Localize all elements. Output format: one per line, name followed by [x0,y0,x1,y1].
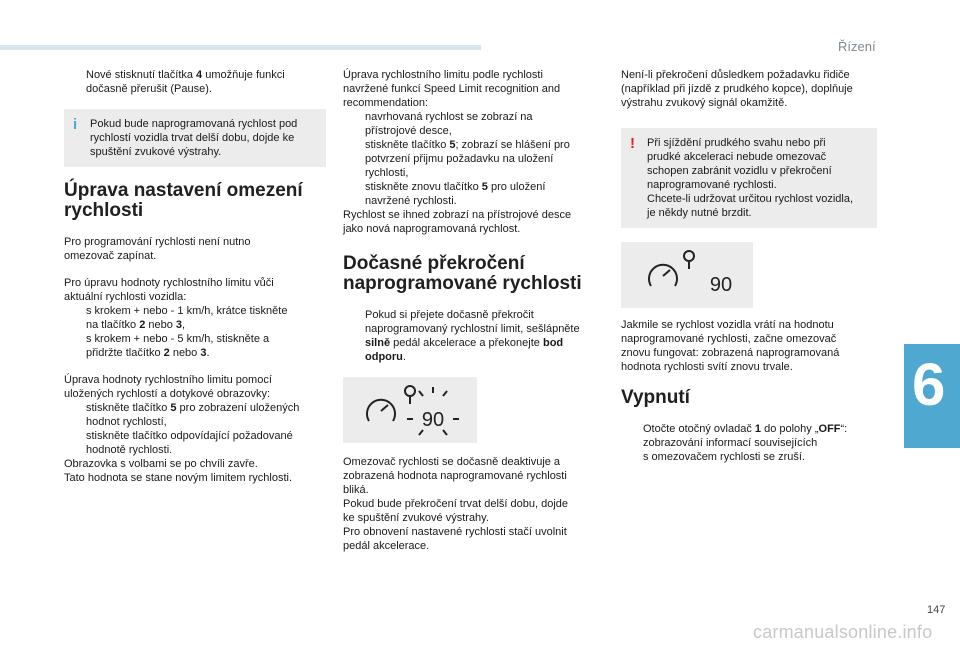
bullet-item: stiskněte znovu tlačítko 5 pro uložení navržené rychlosti. [365,181,546,207]
page-number: 147 [927,604,946,616]
speed-limiter-steady-illustration [621,242,753,308]
section-heading: Dočasné překročení naprogramované rychlosti [343,253,582,294]
speed-value: 90 [421,409,445,431]
bullet-item: Pokud si přejete dočasně překročit naprogramovaný rychlostní limit, sešlápněte silně pedál akcelerace a překonejte bod odporu. [365,309,580,363]
bullet-item: Nové stisknutí tlačítka 4 umožňuje funkci dočasně přerušit (Pause). [86,69,285,95]
header-bar [0,45,481,50]
paragraph: Úprava hodnoty rychlostního limitu pomocí uložených rychlostí a dotykové obrazovky: stiskněte tlačítko 5 pro zobrazení uložených hodnot rychlostí, stiskněte tlačítko odpovídající požadované hodnotě rychlosti. Obrazovka s volbami se po chvíli zavře. Tato hodnota se stane novým limitem rychlosti. [64,373,326,485]
paragraph: Pro programování rychlosti není nutno omezovač zapínat. [64,236,251,262]
speed-value: 90 [709,274,733,296]
info-box: i Pokud bude naprogramovaná rychlost pod rychlostí vozidla trvat delší dobu, dojde ke spuštění zvukové výstrahy. [64,109,326,167]
paragraph: Pro úpravu hodnoty rychlostního limitu vůči aktuální rychlosti vozidla: s krokem + nebo - 1 km/h, krátce tiskněte na tlačítko 2 nebo 3, s krokem + nebo - 5 km/h, stiskněte a přidržte tlačítko 2 nebo 3. [64,276,326,360]
chapter-number: 6 [912,351,946,418]
info-icon: i [73,116,78,133]
watermark: carmanualsonline.info [753,622,933,642]
column-2 [343,68,601,566]
bullet-item: s krokem + nebo - 1 km/h, krátce tiskněte na tlačítko 2 nebo 3, [86,305,288,331]
bullet-item: s krokem + nebo - 5 km/h, stiskněte a přidržte tlačítko 2 nebo 3. [86,333,270,359]
speed-limiter-flashing-illustration [343,377,477,443]
bullet-item: navrhovaná rychlost se zobrazí na přístrojové desce, [365,111,533,137]
bullet-item: Otočte otočný ovladač 1 do polohy „OFF“: zobrazování informací souvisejících s omezovačem rychlosti se zruší. [643,423,848,463]
column-3 [621,68,877,477]
paragraph: Není-li překročení důsledkem požadavku řidiče (například při jízdě z prudkého kopce), doplňuje výstrahu zvukový signál okamžitě. [621,69,853,109]
intro-paragraph [64,68,326,96]
paragraph: Omezovač rychlosti se dočasně deaktivuje a zobrazená hodnota naprogramované rychlosti bliká. Pokud bude překročení trvat delší dobu, dojde ke spuštění zvukové výstrahy. Pro obnovení nastavené rychlosti stačí uvolnit pedál akcelerace. [343,456,569,552]
section-title: Řízení [838,39,876,54]
section-heading: Vypnutí [621,387,690,408]
bullet-item: stiskněte tlačítko odpovídající požadované hodnotě rychlosti. [86,430,293,456]
section-heading: Úprava nastavení omezení rychlosti [64,180,303,221]
warning-icon: ! [630,135,635,152]
paragraph [343,308,601,364]
warning-box: ! Při sjíždění prudkého svahu nebo při prudké akceleraci nebude omezovač schopen zabránit vozidlu v překročení naprogramované rychlosti. Chcete-li udržovat určitou rychlost vozidla, je někdy nutné brzdit. [621,128,877,228]
speedometer-icon [367,386,415,421]
paragraph: Úprava rychlostního limitu podle rychlosti navržené funkcí Speed Limit recognition and recommendation: navrhovaná rychlost se zobrazí na přístrojové desce, stiskněte tlačítko 5; zobrazí se hlášení pro potvrzení přijmu požadavku na uložení rychlosti, stiskněte znovu tlačítko 5 pro uložení navržené rychlosti. Rychlost se ihned zobrazí na přístrojové desce jako nová naprogramovaná rychlost. [343,68,601,236]
paragraph [621,422,877,464]
paragraph: Jakmile se rychlost vozidla vrátí na hodnotu naprogramované rychlosti, začne omezovač znovu fungovat: zobrazená naprogramovaná hodnota rychlosti svítí znovu trvale. [621,319,840,373]
speedometer-icon [649,251,694,286]
bullet-item: stiskněte tlačítko 5 pro zobrazení uložených hodnot rychlostí, [86,402,300,428]
column-1 [64,68,326,498]
bullet-item: stiskněte tlačítko 5; zobrazí se hlášení pro potvrzení přijmu požadavku na uložení rychlosti, [365,139,570,179]
